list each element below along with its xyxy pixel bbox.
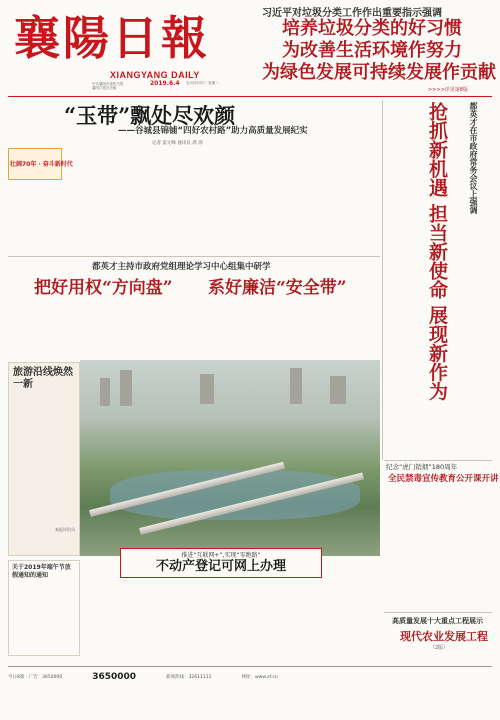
railway-photo [80,360,380,556]
photo-building [120,370,132,406]
study-body-col [196,296,286,360]
footer-item: 新闻热线：32611111 [166,675,212,680]
top-story-more-link[interactable]: >>>>详见第8版 [428,87,468,93]
yudai-body-col [8,182,60,252]
top-story-line-2: 为改善生活环境作努力 [282,40,462,61]
column-essay-byline: 本报评论员 [55,527,75,532]
issue-date: 2019.6.4 [150,80,180,87]
footer-item: 网址：www.xf.cn [241,675,278,680]
photo-building [200,374,214,404]
issue-date-sub-line: 农历四月初二 星期二 [186,81,219,85]
masthead [8,4,256,90]
yudai-byline: 记者 雷元峰 通讯员 周 涂 [152,141,203,146]
caption-headline: 不动产登记可网上办理 [155,559,286,574]
footer-big-number: 3650000 [92,672,137,682]
study-headline-left: 把好用权“方向盘” [34,278,173,298]
study-headline-right: 系好廉洁“安全带” [208,278,347,298]
column-essay-box [8,362,80,556]
masthead-info-line: 中共襄阳市委机关报 [92,82,124,86]
anniversary-body [386,486,492,610]
photo-building [290,368,302,404]
caption-kicker: 推进“互联网+”,实现“零跑路” [181,552,261,559]
right-column-headline: 抢抓新机遇 担当新使命 展现新作为 [426,102,448,401]
footer-bar [8,670,492,684]
anniversary-kicker: 纪念“虎门销烟”180周年 [386,463,458,471]
masthead-info [92,82,150,91]
photo-building [330,376,346,404]
yudai-subtitle: ——谷城县锦铺“四好农村路”助力高质量发展纪实 [118,126,308,136]
anniversary-badge [8,148,73,180]
right-column-kicker: 都英才在市政府常务会议上强调 [469,102,478,214]
column-essay-title: 旅游沿线焕然一新 [13,367,73,390]
notice-box [8,560,80,656]
anniversary-headline: 全民禁毒宣传教育公开课开讲 [388,474,499,484]
caption-body-col [182,580,278,652]
anniversary-badge-text: 壮阔70年 · 奋斗新时代 [10,161,73,168]
top-story-line-3: 为绿色发展可持续发展作贡献 [262,62,496,83]
yudai-body-col [146,148,224,252]
right-column-body [386,104,424,454]
issue-date-sub [186,81,256,85]
top-story-kicker: 习近平对垃圾分类工作作出重要指示强调 [262,8,442,19]
newspaper-logo: 襄陽日報 [14,11,210,65]
study-body-col [102,296,192,360]
column-essay-body [13,395,75,525]
notice-body [12,583,76,643]
yudai-body-col [64,148,142,252]
newspaper-logo-english: XIANGYANG DAILY [110,70,200,80]
yudai-headline: “玉带”飘处尽欢颜 [64,103,236,128]
study-kicker: 都英才主持市政府党组理论学习中心组集中研学 [92,262,271,272]
masthead-info-line: 襄阳日报社出版 [92,86,117,91]
study-body-col [8,296,98,360]
top-story-line-1: 培养垃圾分类的好习惯 [282,18,462,39]
caption-body-col [82,580,178,652]
caption-body-col [282,580,380,652]
yudai-body-col [306,148,380,252]
yudai-body-col [228,148,302,252]
agri-kicker: 高质量发展十大重点工程展示 [392,617,483,625]
agri-headline: 现代农业发展工程 [400,630,488,643]
caption-box [120,548,322,578]
agri-more[interactable]: （2版） [430,645,449,651]
study-body-col [290,296,380,360]
notice-title: 关于2019年端午节放假通知的通知 [12,564,71,579]
photo-building [100,378,110,406]
footer-item: 今日8版 · 广告：3650000 [8,675,63,680]
